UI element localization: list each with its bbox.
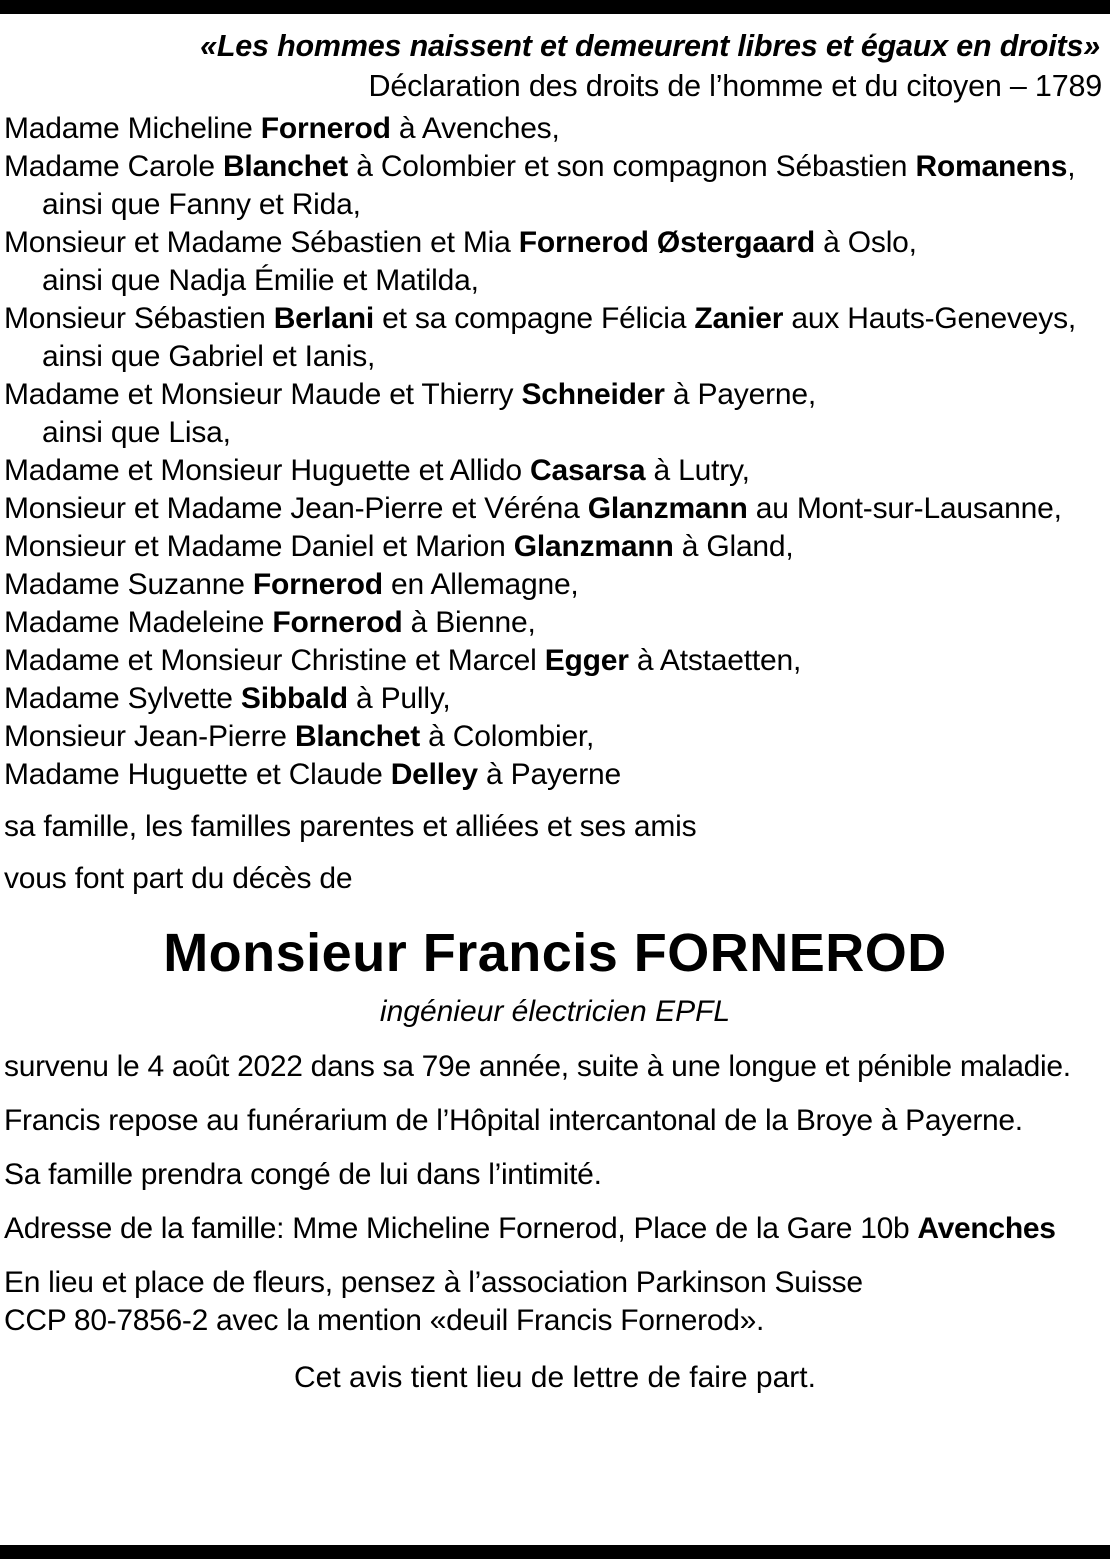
family-text: à Payerne, [664,378,816,411]
family-line [4,376,1106,414]
notice-body [0,14,1110,1398]
family-text: Monsieur Jean-Pierre [4,720,295,753]
family-line [4,528,1106,566]
family-text: à Colombier et son compagnon Sébastien [348,150,916,183]
family-line [4,604,1106,642]
family-text: Madame Madeleine [4,606,273,639]
family-line [4,414,1106,452]
privacy-info: Sa famille prendra congé de lui dans l’intimité. [4,1158,602,1191]
family-surname: Glanzmann [587,492,748,525]
family-text: à Atstaetten, [628,644,802,677]
family-line [4,490,1106,528]
family-surname: Fornerod [260,112,391,145]
family-text: Monsieur Sébastien [4,302,274,335]
family-surname: Casarsa [530,454,646,487]
family-surname: Fornerod Østergaard [518,226,815,259]
family-text: aux Hauts-Geneveys, [783,302,1077,335]
family-surname: Schneider [521,378,665,411]
donation-line-1: En lieu et place de fleurs, pensez à l’association Parkinson Suisse [4,1266,863,1299]
family-text: Madame Carole [4,150,223,183]
death-info: survenu le 4 août 2022 dans sa 79e année, suite à une longue et pénible maladie. [4,1050,1071,1083]
family-text: ainsi que Nadja Émilie et Matilda, [42,264,479,297]
family-surname: Berlani [273,302,374,335]
closing-line: Cet avis tient lieu de lettre de faire part. [294,1361,816,1394]
family-surname: Fornerod [272,606,403,639]
family-text: Madame Micheline [4,112,261,145]
epigraph-source: Déclaration des droits de l’homme et du citoyen – 1789 [368,69,1102,103]
deceased-role: ingénieur électricien EPFL [379,995,731,1028]
family-address-text: Adresse de la famille: Mme Micheline Fornerod, Place de la Gare 10b [4,1212,918,1245]
family-text: Madame et Monsieur Christine et Marcel [4,644,545,677]
family-surname: Romanens [915,150,1068,183]
bottom-rule [0,1545,1110,1559]
family-text: ainsi que Gabriel et Ianis, [42,340,376,373]
family-line [4,224,1106,262]
family-surname: Delley [390,758,478,791]
family-text: à Lutry, [645,454,750,487]
family-line [4,186,1106,224]
epigraph-quote: «Les hommes naissent et demeurent libres et égaux en droits» [200,29,1100,63]
family-text: Madame Huguette et Claude [4,758,391,791]
family-text: à Colombier, [420,720,595,753]
family-text: Madame Suzanne [4,568,253,601]
family-text: Madame Sylvette [4,682,241,715]
family-text: Monsieur et Madame Sébastien et Mia [4,226,519,259]
family-text: à Oslo, [815,226,917,259]
family-surname: Glanzmann [513,530,674,563]
family-text: à Payerne [477,758,622,791]
family-line [4,756,1106,794]
family-text: à Bienne, [402,606,536,639]
family-surname: Zanier [694,302,784,335]
family-line [4,680,1106,718]
family-line [4,338,1106,376]
family-address [4,1210,1106,1248]
family-text: à Gland, [673,530,794,563]
family-line [4,110,1106,148]
family-text: en Allemagne, [382,568,579,601]
family-text: ainsi que Lisa, [42,416,231,449]
family-surname: Blanchet [222,150,349,183]
family-text: Monsieur et Madame Jean-Pierre et Véréna [4,492,588,525]
family-text: au Mont-sur-Lausanne, [747,492,1062,525]
family-text: Monsieur et Madame Daniel et Marion [4,530,514,563]
family-text: Madame et Monsieur Huguette et Allido [4,454,531,487]
family-surname: Fornerod [252,568,383,601]
family-line [4,566,1106,604]
top-rule [0,0,1110,14]
family-surname: Blanchet [294,720,421,753]
family-line [4,718,1106,756]
family-text: à Pully, [347,682,451,715]
family-surname: Sibbald [240,682,348,715]
repose-info: Francis repose au funérarium de l’Hôpital intercantonal de la Broye à Payerne. [4,1104,1023,1137]
family-line [4,262,1106,300]
deceased-name: Monsieur Francis FORNEROD [163,923,947,983]
donation-line-2: CCP 80-7856-2 avec la mention «deuil Francis Fornerod». [4,1304,765,1337]
family-line [4,642,1106,680]
family-text: Madame et Monsieur Maude et Thierry [4,378,522,411]
family-summary: sa famille, les familles parentes et alliées et ses amis [4,810,697,843]
family-address-city: Avenches [917,1212,1056,1245]
family-text: et sa compagne Félicia [374,302,695,335]
family-line [4,300,1106,338]
family-text: à Avenches, [390,112,560,145]
announcement-line: vous font part du décès de [4,862,353,895]
family-surname: Egger [544,644,629,677]
family-line [4,148,1106,186]
family-list [4,110,1106,794]
family-text: , [1067,150,1076,183]
family-text: ainsi que Fanny et Rida, [42,188,361,221]
family-line [4,452,1106,490]
